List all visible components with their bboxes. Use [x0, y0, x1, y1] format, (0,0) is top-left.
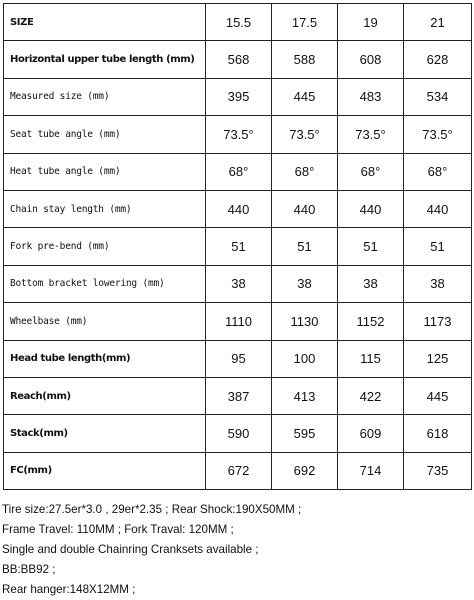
row-label: Chain stay length (mm) — [4, 190, 206, 227]
row-label: Wheelbase (mm) — [4, 303, 206, 340]
table-cell: 38 — [338, 265, 404, 302]
table-cell: 1173 — [404, 303, 472, 340]
table-cell: 618 — [404, 415, 472, 452]
table-cell: 51 — [404, 228, 472, 265]
table-row — [4, 190, 472, 227]
table-cell: 672 — [206, 452, 272, 489]
table-cell: 395 — [206, 78, 272, 115]
table-cell: 440 — [404, 190, 472, 227]
table-cell: 387 — [206, 377, 272, 414]
table-row — [4, 415, 472, 452]
table-cell: 445 — [404, 377, 472, 414]
row-label: Heat tube angle (mm) — [4, 153, 206, 190]
table-row — [4, 153, 472, 190]
table-row — [4, 4, 472, 41]
table-cell: 588 — [272, 41, 338, 78]
row-label: Fork pre-bend (mm) — [4, 228, 206, 265]
note-line: BB:BB92 ; — [2, 563, 56, 576]
row-label: Measured size (mm) — [4, 78, 206, 115]
table-cell: 568 — [206, 41, 272, 78]
table-cell: 595 — [272, 415, 338, 452]
table-cell: 735 — [404, 452, 472, 489]
table-cell: 1130 — [272, 303, 338, 340]
table-cell: 38 — [404, 265, 472, 302]
table-cell: 125 — [404, 340, 472, 377]
row-label: Horizontal upper tube length (mm) — [4, 41, 206, 78]
table-row — [4, 116, 472, 153]
table-cell: 68° — [272, 153, 338, 190]
row-label: SIZE — [4, 4, 206, 41]
geometry-table — [3, 3, 472, 490]
table-cell: 95 — [206, 340, 272, 377]
table-cell: 608 — [338, 41, 404, 78]
geometry-table-body — [4, 4, 472, 490]
table-row — [4, 452, 472, 489]
table-cell: 590 — [206, 415, 272, 452]
row-label: Head tube length(mm) — [4, 340, 206, 377]
table-cell: 38 — [206, 265, 272, 302]
table-row — [4, 303, 472, 340]
table-row — [4, 78, 472, 115]
table-cell: 51 — [206, 228, 272, 265]
table-cell: 73.5° — [272, 116, 338, 153]
table-cell: 17.5 — [272, 4, 338, 41]
table-cell: 692 — [272, 452, 338, 489]
table-row — [4, 228, 472, 265]
spec-notes — [2, 500, 472, 600]
table-cell: 440 — [338, 190, 404, 227]
row-label: Bottom bracket lowering (mm) — [4, 265, 206, 302]
table-cell: 68° — [338, 153, 404, 190]
row-label: Seat tube angle (mm) — [4, 116, 206, 153]
table-cell: 51 — [272, 228, 338, 265]
note-line: Frame Travel: 110MM ; Fork Traval: 120MM ; — [2, 523, 234, 536]
table-cell: 1110 — [206, 303, 272, 340]
note-line: Tire size:27.5er*3.0 , 29er*2.35 ; Rear Shock:190X50MM ; — [2, 503, 302, 516]
table-cell: 440 — [272, 190, 338, 227]
table-cell: 19 — [338, 4, 404, 41]
table-cell: 51 — [338, 228, 404, 265]
table-cell: 609 — [338, 415, 404, 452]
table-cell: 534 — [404, 78, 472, 115]
table-cell: 21 — [404, 4, 472, 41]
table-cell: 68° — [206, 153, 272, 190]
row-label: FC(mm) — [4, 452, 206, 489]
table-row — [4, 41, 472, 78]
table-cell: 73.5° — [338, 116, 404, 153]
table-cell: 714 — [338, 452, 404, 489]
table-row — [4, 340, 472, 377]
note-line: Single and double Chainring Cranksets available ; — [2, 543, 259, 556]
table-cell: 73.5° — [404, 116, 472, 153]
table-cell: 413 — [272, 377, 338, 414]
note-line: Rear hanger:148X12MM ; — [2, 583, 136, 596]
row-label: Reach(mm) — [4, 377, 206, 414]
table-cell: 422 — [338, 377, 404, 414]
table-cell: 100 — [272, 340, 338, 377]
table-row — [4, 265, 472, 302]
table-cell: 1152 — [338, 303, 404, 340]
table-cell: 68° — [404, 153, 472, 190]
table-cell: 483 — [338, 78, 404, 115]
table-cell: 628 — [404, 41, 472, 78]
table-cell: 115 — [338, 340, 404, 377]
table-cell: 15.5 — [206, 4, 272, 41]
table-cell: 38 — [272, 265, 338, 302]
table-row — [4, 377, 472, 414]
table-cell: 73.5° — [206, 116, 272, 153]
table-cell: 440 — [206, 190, 272, 227]
table-cell: 445 — [272, 78, 338, 115]
row-label: Stack(mm) — [4, 415, 206, 452]
